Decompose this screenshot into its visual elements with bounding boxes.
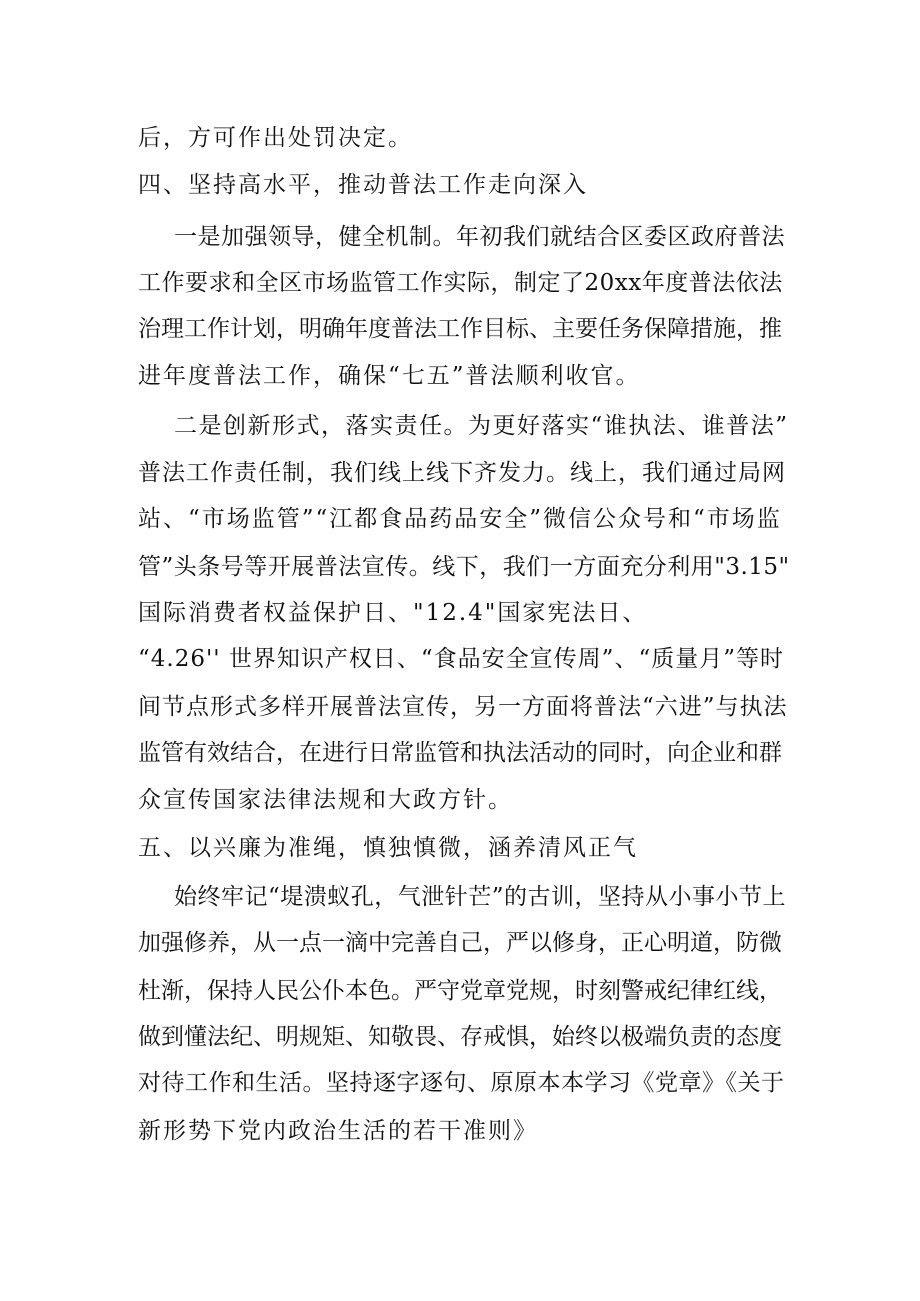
text-line: 进年度普法工作，确保“七五”普法顺利收官。 bbox=[138, 363, 641, 389]
text-line: 始终牢记“堤溃蚁孔，气泄针芒”的古训，坚持从小事小节上 bbox=[174, 884, 787, 910]
text-line: “4.26'' 世界知识产权日、“食品安全宣传周”、“质量月”等时 bbox=[138, 646, 784, 672]
text-line: 二是创新形式，落实责任。为更好落实“谁执法、谁普法” bbox=[174, 413, 789, 439]
text-line: 后，方可作出处罚决定。 bbox=[138, 125, 413, 151]
text-line: 管”头条号等开展普法宣传。线下，我们一方面充分利用"3.15" bbox=[138, 554, 790, 580]
text-line: 杜渐，保持人民公仆本色。严守党章党规，时刻警戒纪律红线， bbox=[138, 978, 782, 1004]
text-line: 一是加强领导，健全机制。年初我们就结合区委区政府普法 bbox=[174, 224, 785, 250]
text-line: 工作要求和全区市场监管工作实际，制定了20xx年度普法依法 bbox=[138, 270, 783, 296]
section-heading: 四、坚持高水平，推动普法工作走向深入 bbox=[138, 172, 588, 198]
text-line: 间节点形式多样开展普法宣传，另一方面将普法“六进”与执法 bbox=[138, 694, 788, 720]
section-heading: 五、以兴廉为准绳，慎独慎微，涵养清风正气 bbox=[138, 835, 638, 861]
text-line: 对待工作和生活。坚持逐字逐句、原原本本学习《党章》《关于 bbox=[138, 1070, 785, 1096]
text-line: 加强修养，从一点一滴中完善自己，严以修身，正心明道，防微 bbox=[138, 930, 782, 956]
text-line: 站、“市场监管”“江都食品药品安全”微信公众号和“市场监 bbox=[138, 506, 782, 532]
text-line: 众宣传国家法律法规和大政方针。 bbox=[138, 787, 513, 813]
text-line: 新形势下党内政治生活的若干准则》 bbox=[138, 1118, 538, 1144]
text-line: 国际消费者权益保护日、"12.4"国家宪法日、 bbox=[138, 600, 648, 626]
text-line: 监管有效结合，在进行日常监管和执法活动的同时，向企业和群 bbox=[138, 740, 782, 766]
text-line: 做到懂法纪、明规矩、知敬畏、存戒惧，始终以极端负责的态度 bbox=[138, 1024, 782, 1050]
text-line: 治理工作计划，明确年度普法工作目标、主要任务保障措施，推 bbox=[138, 316, 782, 342]
text-line: 普法工作责任制，我们线上线下齐发力。线上，我们通过局网 bbox=[138, 460, 786, 486]
